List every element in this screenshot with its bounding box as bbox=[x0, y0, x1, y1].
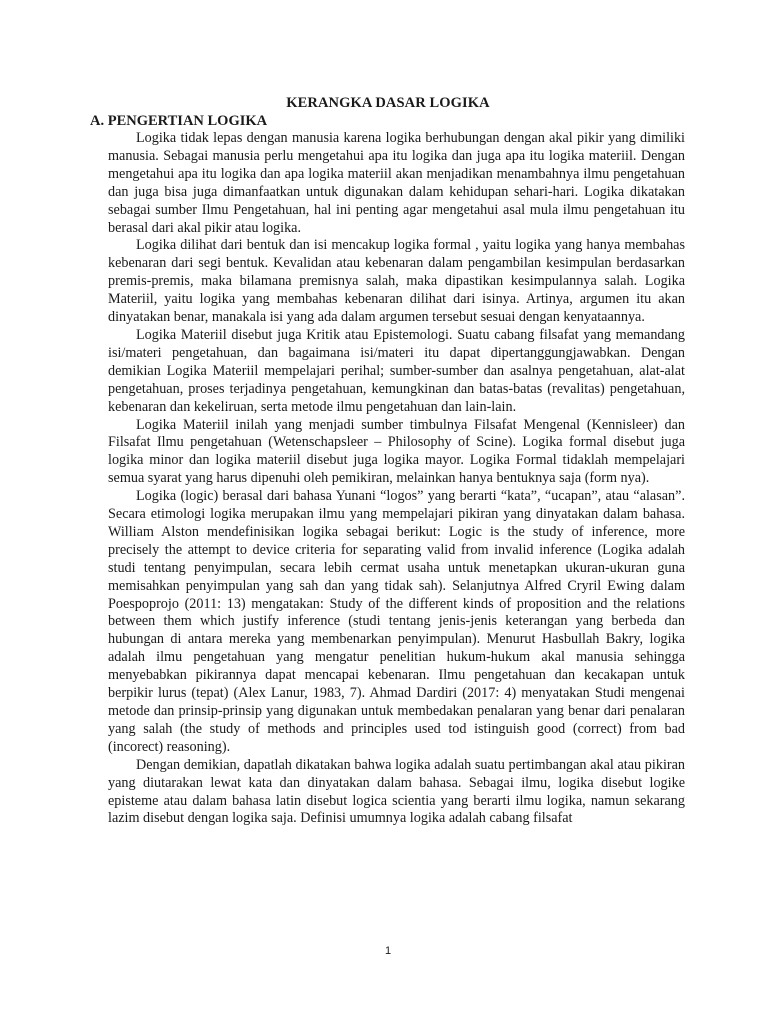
page-number: 1 bbox=[384, 945, 392, 957]
paragraph: Dengan demikian, dapatlah dikatakan bahwa logika adalah suatu pertimbangan akal atau pikiran yang diutarakan lewat kata dan dinyatakan dalam bahasa. Sebagai ilmu, logika disebut logike episteme atau dalam bahasa latin disebut logica scientia yang berarti ilmu logika, namun sekarang lazim disebut dengan logika saja. Definisi umumnya logika adalah cabang filsafat bbox=[108, 756, 685, 827]
section-heading: A. PENGERTIAN LOGIKA bbox=[90, 113, 268, 129]
paragraph: Logika (logic) berasal dari bahasa Yunani “logos” yang berarti “kata”, “ucapan”, atau “alasan”. Secara etimologi logika merupakan ilmu yang mempelajari pikiran yang dinyatakan dalam bahasa. William Alston mendefinisikan logika sebagai berikut: Logic is the study of inference, more precisely the attempt to device criteria for separating valid from invalid inference (Logika adalah studi tentang penyimpulan, secara lebih cermat usaha untuk menetapkan ukuran-ukuran guna memisahkan penyimpulan yang sah dan yang tidak sah). Selanjutnya Alfred Cryril Ewing dalam Poespoprojo (2011: 13) mengatakan: Study of the different kinds of proposition and the relations between them which justify inference (studi tentang jenis-jenis keterangan yang berbeda dan hubungan di antara mereka yang membenarkan penyimpulan). Menurut Hasbullah Bakry, logika adalah ilmu pengetahuan yang mengatur penelitian hukum-hukum akal manusia sehingga menyebabkan pikirannya dapat mencapai kebenaran. Ilmu pengetahuan dan kecakapan untuk berpikir lurus (tepat) (Alex Lanur, 1983, 7). Ahmad Dardiri (2017: 4) menyatakan Studi mengenai metode dan prinsip-prinsip yang digunakan untuk membedakan penalaran yang benar dari penalaran yang salah (the study of methods and principles used tod istinguish good (correct) from bad (incorect) reasoning). bbox=[108, 488, 685, 755]
body-text bbox=[108, 130, 685, 828]
document-title: KERANGKA DASAR LOGIKA bbox=[286, 95, 490, 111]
paragraph: Logika Materiil disebut juga Kritik atau Epistemologi. Suatu cabang filsafat yang memandang isi/materi pengetahuan, dan bagaimana isi/materi itu dapat dipertanggungjawabkan. Dengan demikian Logika Materiil mempelajari perihal; sumber-sumber dan asalnya pengetahuan, alat-alat pengetahuan, proses terjadinya pengetahuan, kemungkinan dan batas-batas (revalitas) pengetahuan, kebenaran dan kekeliruan, serta metode ilmu pengetahuan dan lain-lain. bbox=[108, 326, 685, 415]
paragraph: Logika tidak lepas dengan manusia karena logika berhubungan dengan akal pikir yang dimiliki manusia. Sebagai manusia perlu mengetahui apa itu logika dan juga apa itu logika materiil. Dengan mengetahui apa itu logika dan apa logika materiil akan menjadikan menambahnya ilmu pengetahuan dan juga bisa juga dimanfaatkan untuk digunakan dalam kehidupan sehari-hari. Logika dikatakan sebagai sumber Ilmu Pengetahuan, hal ini penting agar mengetahui asal mula ilmu pengetahuan itu berasal dari akal pikir atau logika. bbox=[108, 130, 685, 236]
paragraph: Logika Materiil inilah yang menjadi sumber timbulnya Filsafat Mengenal (Kennisleer) dan Filsafat Ilmu pengetahuan (Wetenschapsleer – Philosophy of Scine). Logika formal disebut juga logika minor dan logika materiil disebut juga logika mayor. Logika Formal tidaklah mempelajari semua syarat yang harus dipenuhi oleh pemikiran, melainkan hanya bentuknya saja (form nya). bbox=[108, 416, 685, 487]
paragraph: Logika dilihat dari bentuk dan isi mencakup logika formal , yaitu logika yang hanya membahas kebenaran dari segi bentuk. Kevalidan atau kebenaran dalam pengambilan kesimpulan berdasarkan premis-premis, maka bilamana premisnya salah, maka dipastikan kesimpulannya salah. Logika Materiil, yaitu logika yang membahas kebenaran dilihat dari isinya. Artinya, argumen itu akan dinyatakan benar, manakala isi yang ada dalam argumen tersebut sesuai dengan kenyataannya. bbox=[108, 237, 685, 326]
